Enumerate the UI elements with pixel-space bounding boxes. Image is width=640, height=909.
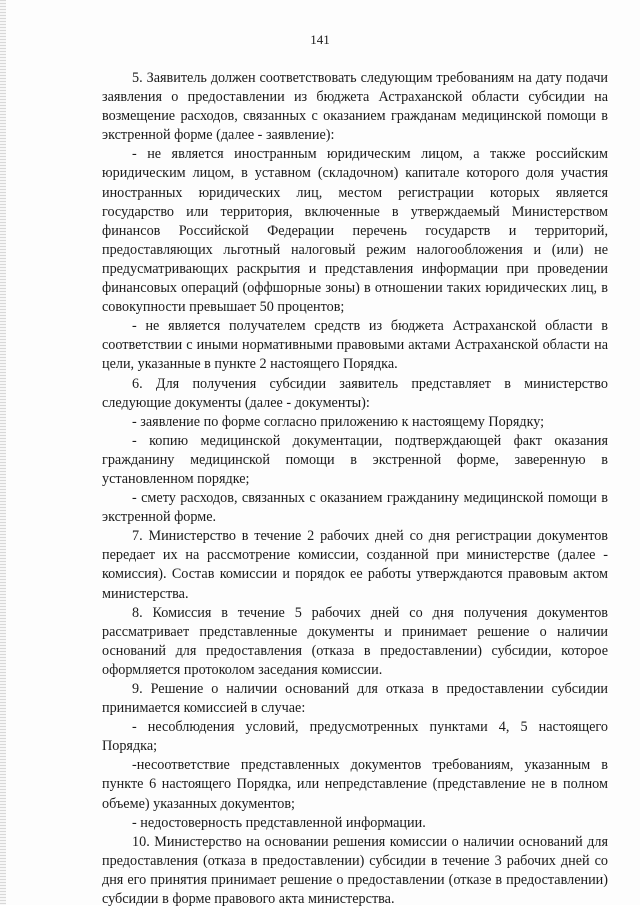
paragraph-6: 6. Для получения субсидии заявитель представляет в министерство следующие документы (далее - документы): [102, 375, 608, 411]
paragraph-9-item-2: -несоответствие представленных документов требованиям, указанным в пункте 6 настоящего Порядка, или непредставление (представление не в полном объеме) указанных документов; [102, 757, 608, 812]
paragraph-9-item-3: - недостоверность представленной информации. [132, 814, 426, 831]
paragraph-5: 5. Заявитель должен соответствовать следующим требованиям на дату подачи заявления о предоставлении из бюджета Астраханской области субсидии на возмещение расходов, связанных с оказанием гражданам медицинской помощи в экстренной форме (далее - заявление): [102, 70, 608, 144]
paragraph-6-item-1: - заявление по форме согласно приложению к настоящему Порядку; [132, 413, 545, 430]
paragraph-7: 7. Министерство в течение 2 рабочих дней со дня регистрации документов передает их на рассмотрение комиссии, созданной при министерстве (далее - комиссия). Состав комиссии и порядок ее работы утверждаются правовым актом министерства. [102, 528, 608, 602]
paragraph-8: 8. Комиссия в течение 5 рабочих дней со дня получения документов рассматривает представленные документы и принимает решение о наличии оснований для предоставления (отказа в предоставлении) субсидии, которое оформляется протоколом заседания комиссии. [102, 604, 608, 678]
paragraph-6-item-3: - смету расходов, связанных с оказанием гражданину медицинской помощи в экстренной форме. [102, 490, 608, 526]
paragraph-5-item-2: - не является получателем средств из бюджета Астраханской области в соответствии с иными нормативными правовыми актами Астраханской области на цели, указанные в пункте 2 настоящего Порядка. [102, 318, 608, 373]
paragraph-9: 9. Решение о наличии оснований для отказа в предоставлении субсидии принимается комиссией в случае: [102, 681, 608, 717]
scan-edge [0, 0, 6, 905]
paragraph-10: 10. Министерство на основании решения комиссии о наличии оснований для предоставления (отказа в предоставлении) субсидии в течение 3 рабочих дней со дня его принятия принимает решение о предоставлении (отказе в предоставлении) субсидии в форме правового акта министерства. [102, 833, 608, 908]
paragraph-5-item-1: - не является иностранным юридическим лицом, а также российским юридическим лицом, в уставном (складочном) капитале которого доля участия иностранных юридических лиц, местом регистрации которых является государство или территория, включенные в утверждаемый Министерством финансов Российской Федерации перечень государств и территорий, предоставляющих льготный налоговый режим налогообложения и (или) не предусматривающих раскрытия и представления информации при проведении финансовых операций (оффшорные зоны) в отношении таких юридических лиц, в совокупности превышает 50 процентов; [102, 146, 608, 316]
paragraph-6-item-2: - копию медицинской документации, подтверждающей факт оказания гражданину медицинской помощи в экстренной форме, заверенную в установленном порядке; [102, 432, 608, 487]
paragraph-9-item-1: - несоблюдения условий, предусмотренных пунктами 4, 5 настоящего Порядка; [102, 719, 608, 755]
page-number: 141 [310, 32, 330, 47]
document-body [102, 69, 608, 909]
